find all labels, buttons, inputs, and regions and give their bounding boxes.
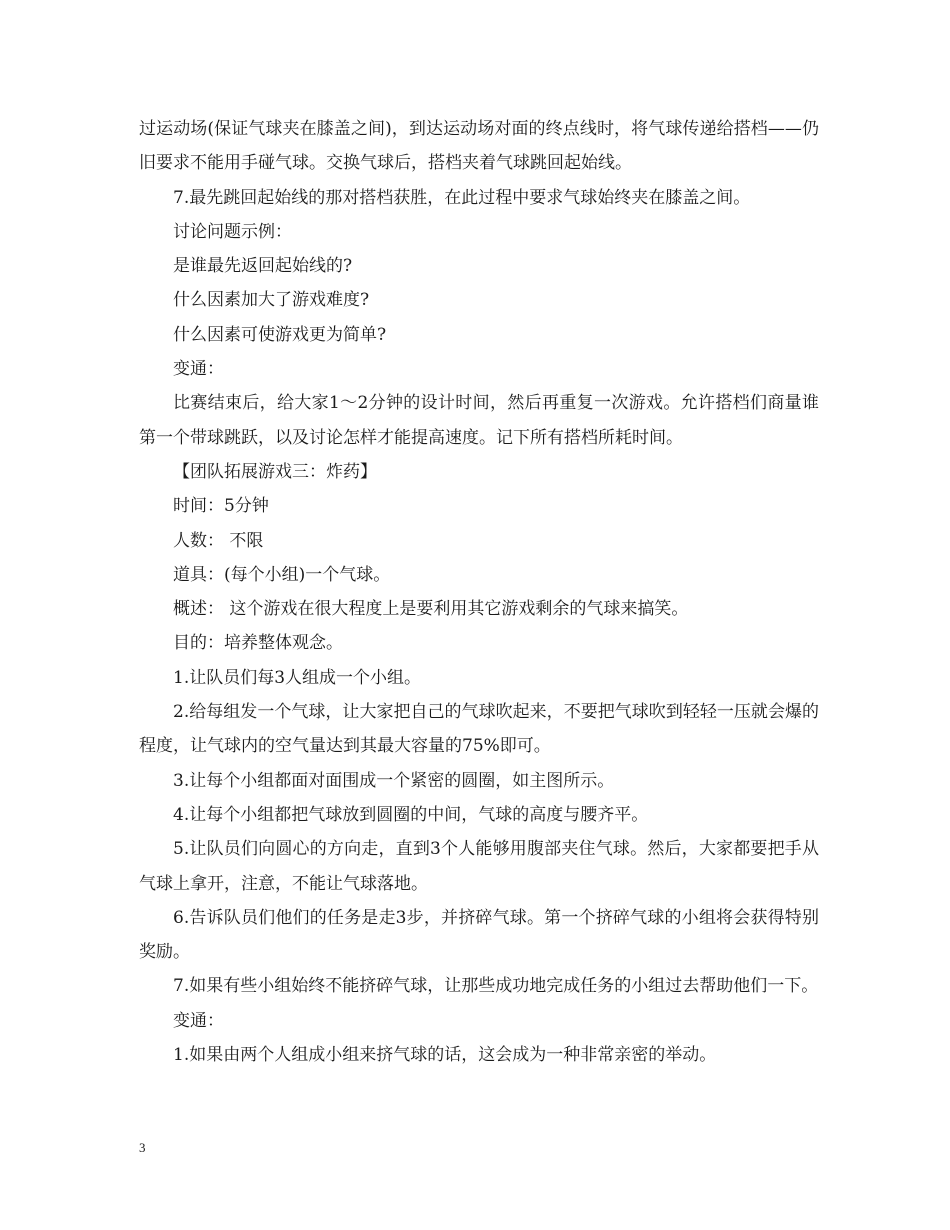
players-field: 人数： 不限 (173, 530, 264, 551)
step-item: 5.让队员们向圆心的方向走，直到3个人能够用腹部夹住气球。然后，大家都要把手从气球上拿开，注意，不能让气球落地。 (139, 839, 819, 894)
discussion-question: 什么因素可使游戏更为简单? (173, 324, 387, 345)
section-title: 【团队拓展游戏三：炸药】 (173, 461, 377, 482)
props-field: 道具：(每个小组)一个气球。 (173, 564, 391, 585)
step-item: 4.让每个小组都把气球放到圆圈的中间，气球的高度与腰齐平。 (173, 804, 649, 825)
document-body (139, 112, 819, 1072)
step-item: 6.告诉队员们他们的任务是走3步，并挤碎气球。第一个挤碎气球的小组将会获得特别奖励。 (139, 907, 819, 963)
paragraph: 过运动场(保证气球夹在膝盖之间)，到达运动场对面的终点线时，将气球传递给搭档——仍旧要求不能用手碰气球。交换气球后，搭档夹着气球跳回起始线。 (139, 119, 819, 174)
step-item: 3.让每个小组都面对面围成一个紧密的圆圈，如主图所示。 (173, 770, 615, 791)
goal-field: 目的：培养整体观念。 (173, 633, 343, 654)
overview-field: 概述： 这个游戏在很大程度上是要利用其它游戏剩余的气球来搞笑。 (173, 599, 689, 620)
variation-item: 1.如果由两个人组成小组来挤气球的话，这会成为一种非常亲密的举动。 (173, 1045, 717, 1066)
page-number: 3 (139, 1140, 146, 1155)
step-item: 2.给每组发一个气球，让大家把自己的气球吹起来，不要把气球吹到轻轻一压就会爆的程度，让气球内的空气量达到其最大容量的75%即可。 (139, 702, 819, 757)
variation-heading: 变通： (173, 1010, 224, 1031)
discussion-heading: 讨论问题示例： (173, 221, 292, 242)
variation-heading: 变通： (173, 359, 224, 380)
discussion-question: 什么因素加大了游戏难度? (173, 290, 370, 311)
paragraph: 7.最先跳回起始线的那对搭档获胜，在此过程中要求气球始终夹在膝盖之间。 (173, 187, 751, 208)
step-item: 1.让队员们每3人组成一个小组。 (173, 667, 422, 688)
time-field: 时间：5分钟 (173, 496, 269, 517)
step-item: 7.如果有些小组始终不能挤碎气球，让那些成功地完成任务的小组过去帮助他们一下。 (173, 976, 819, 997)
paragraph: 比赛结束后，给大家1～2分钟的设计时间，然后再重复一次游戏。允许搭档们商量谁第一个带球跳跃，以及讨论怎样才能提高速度。记下所有搭档所耗时间。 (139, 393, 819, 448)
discussion-question: 是谁最先返回起始线的? (173, 256, 353, 277)
